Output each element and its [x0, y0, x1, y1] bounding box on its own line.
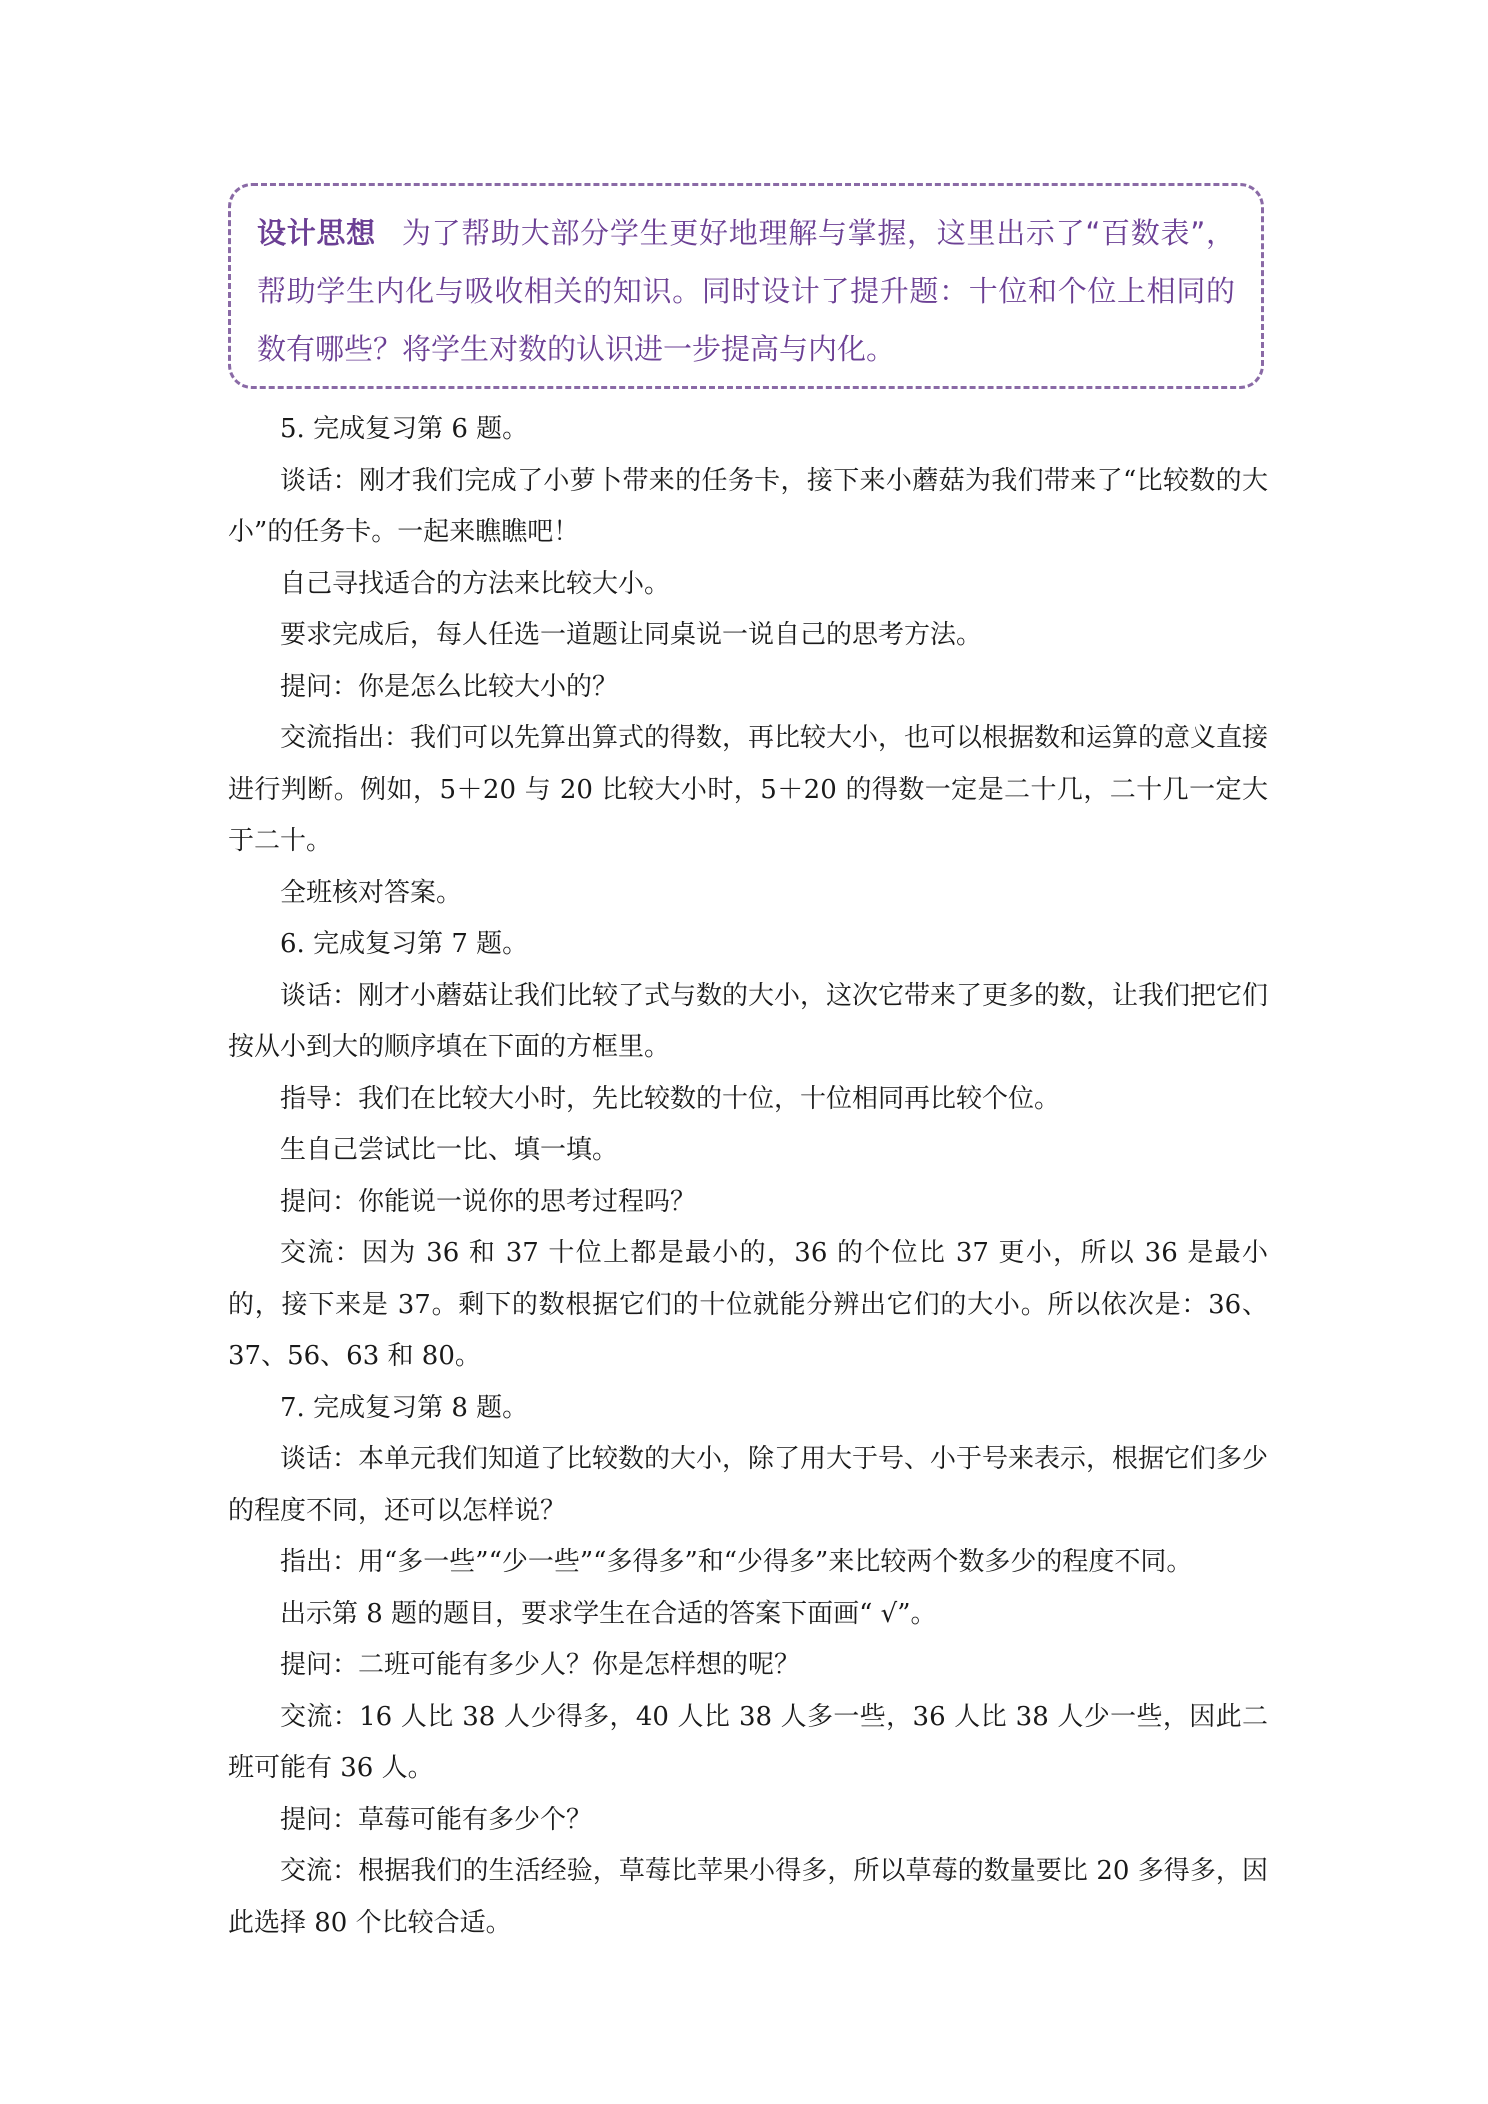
- paragraph: 提问：你是怎么比较大小的？: [280, 671, 619, 702]
- paragraph: 生自己尝试比一比、填一填。: [280, 1135, 619, 1165]
- paragraph: 提问：二班可能有多少人？你是怎样想的呢？: [280, 1650, 801, 1680]
- paragraph: 6. 完成复习第 7 题。: [280, 929, 529, 959]
- paragraph: 交流：因为 36 和 37 十位上都是最小的，36 的个位比 37 更小，所以 36 是最小的，接下来是 37。剩下的数根据它们的十位就能分辨出它们的大小。所以依次是：36、37、56、63 和 80。: [228, 1238, 1268, 1371]
- paragraph: 交流：16 人比 38 人少得多，40 人比 38 人多一些，36 人比 38 人少一些，因此二班可能有 36 人。: [228, 1701, 1268, 1783]
- paragraph: 谈话：本单元我们知道了比较数的大小，除了用大于号、小于号来表示，根据它们多少的程度不同，还可以怎样说？: [228, 1444, 1269, 1526]
- design-thought-title: 设计思想: [257, 216, 376, 250]
- design-thought-text: 为了帮助大部分学生更好地理解与掌握，这里出示了“百数表”，帮助学生内化与吸收相关的知识。同时设计了提升题：十位和个位上相同的数有哪些？将学生对数的认识进一步提高与内化。: [257, 216, 1235, 366]
- paragraph: 谈话：刚才我们完成了小萝卜带来的任务卡，接下来小蘑菇为我们带来了“比较数的大小”的任务卡。一起来瞧瞧吧！: [228, 465, 1268, 547]
- paragraph: 交流：根据我们的生活经验，草莓比苹果小得多，所以草莓的数量要比 20 多得多，因此选择 80 个比较合适。: [228, 1856, 1268, 1938]
- paragraph: 指导：我们在比较大小时，先比较数的十位，十位相同再比较个位。: [280, 1083, 1061, 1114]
- paragraph: 交流指出：我们可以先算出算式的得数，再比较大小，也可以根据数和运算的意义直接进行判断。例如，5＋20 与 20 比较大小时，5＋20 的得数一定是二十几，二十几一定大于二十。: [228, 723, 1269, 856]
- paragraph: 7. 完成复习第 8 题。: [280, 1392, 529, 1423]
- design-thought-box: [228, 183, 1264, 389]
- paragraph: 自己寻找适合的方法来比较大小。: [280, 568, 671, 599]
- lesson-content: [228, 404, 1268, 1949]
- paragraph: 全班核对答案。: [280, 877, 463, 908]
- paragraph: 5. 完成复习第 6 题。: [280, 414, 529, 444]
- paragraph: 谈话：刚才小蘑菇让我们比较了式与数的大小，这次它带来了更多的数，让我们把它们按从小到大的顺序填在下面的方框里。: [228, 980, 1269, 1062]
- paragraph: 要求完成后，每人任选一道题让同桌说一说自己的思考方法。: [280, 620, 983, 650]
- paragraph: 出示第 8 题的题目，要求学生在合适的答案下面画“ √”。: [280, 1598, 937, 1629]
- paragraph: 提问：你能说一说你的思考过程吗？: [280, 1186, 697, 1217]
- paragraph: 指出：用“多一些”“少一些”“多得多”和“少得多”来比较两个数多少的程度不同。: [280, 1547, 1193, 1577]
- paragraph: 提问：草莓可能有多少个？: [280, 1804, 593, 1835]
